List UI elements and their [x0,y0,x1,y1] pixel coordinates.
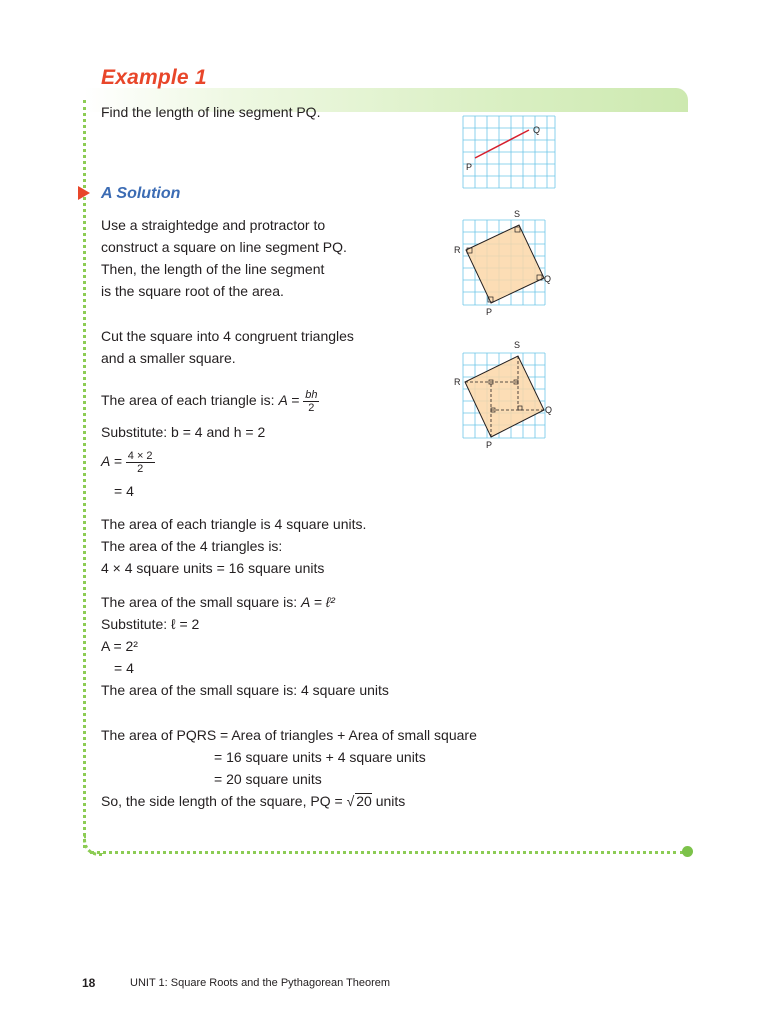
fraction-numerator: bh [305,389,318,401]
running-footer: UNIT 1: Square Roots and the Pythagorean Theorem [130,977,391,989]
triangle-area-formula [101,389,319,414]
cut-line: and a smaller square. [101,350,236,366]
label-q: Q [544,274,552,284]
label-p: P [486,440,493,450]
label-s: S [514,340,521,350]
pqrs-line-3: = 20 square units [214,771,322,787]
cut-line: Cut the square into 4 congruent triangles [101,328,354,344]
label-p: P [466,162,473,172]
substitute-values: b = 4 and h = 2 [171,424,266,440]
grid-lines [463,116,555,188]
dotted-border-left [83,100,86,848]
triangle-four-label: The area of the 4 triangles is: [101,538,283,554]
pqrs-line-1: The area of PQRS = Area of triangles + Area of small square [101,727,477,743]
fraction-4x2-over-2 [126,450,155,475]
small-square-section [101,591,389,701]
label-r: R [454,377,461,387]
label-q: Q [533,125,541,135]
small-square-area: The area of the small square is: 4 square units [101,682,389,698]
intro-line: Then, the length of the line segment [101,261,325,277]
small-square-result: = 4 [114,660,134,676]
label-s: S [514,209,521,219]
dotted-border-bottom [90,851,684,854]
small-square-label: The area of the small square is: [101,594,298,610]
calc-lhs: A = [101,453,122,470]
example-title: Example 1 [101,66,207,89]
label-r: R [454,245,461,255]
calc-line [101,450,155,475]
sqrt-radicand: 20 [356,793,372,809]
square-pqrs [466,225,544,303]
segment-pq [475,130,529,158]
intro-line: Use a straightedge and protractor to [101,217,326,233]
small-square-substitute: Substitute: ℓ = 2 [101,616,200,632]
intro-line: is the square root of the area. [101,283,284,299]
triangle-four-calc: 4 × 4 square units = 16 square units [101,560,325,576]
calc-result: = 4 [114,483,134,499]
triangle-each-area: The area of each triangle is 4 square units. [101,516,367,532]
figure-segment-pq [455,110,565,190]
triangle-area-summary [101,513,366,579]
fraction-denominator: 2 [137,463,144,475]
page-number: 18 [82,976,96,990]
formula-lhs: A = [278,392,300,409]
triangle-area-label: The area of each triangle is: [101,392,275,409]
fraction-bh-over-2 [303,389,319,414]
solution-heading: A Solution [101,185,181,202]
fraction-denominator: 2 [308,402,315,414]
small-square-formula: A = ℓ² [301,594,335,610]
label-p: P [486,307,493,317]
intro-line: construct a square on line segment PQ. [101,239,347,255]
conclusion-line [101,790,405,812]
conclusion-units: units [375,793,406,809]
small-square-calc: A = 2² [101,638,138,654]
example-prompt: Find the length of line segment PQ. [101,104,321,120]
border-end-dot [682,846,693,857]
fraction-numerator: 4 × 2 [127,450,153,462]
substitute-line [101,421,265,443]
substitute-label: Substitute: [101,424,168,440]
solution-marker-icon [78,186,90,200]
cut-text [101,325,354,369]
figure-square-dissected [448,338,563,453]
pqrs-line-2: = 16 square units + 4 square units [214,749,426,765]
conclusion-text: So, the side length of the square, PQ = [101,793,343,809]
sqrt-symbol: √ [346,793,355,809]
label-q: Q [545,405,553,415]
intro-text [101,214,347,302]
figure-square-pqrs [448,205,558,320]
